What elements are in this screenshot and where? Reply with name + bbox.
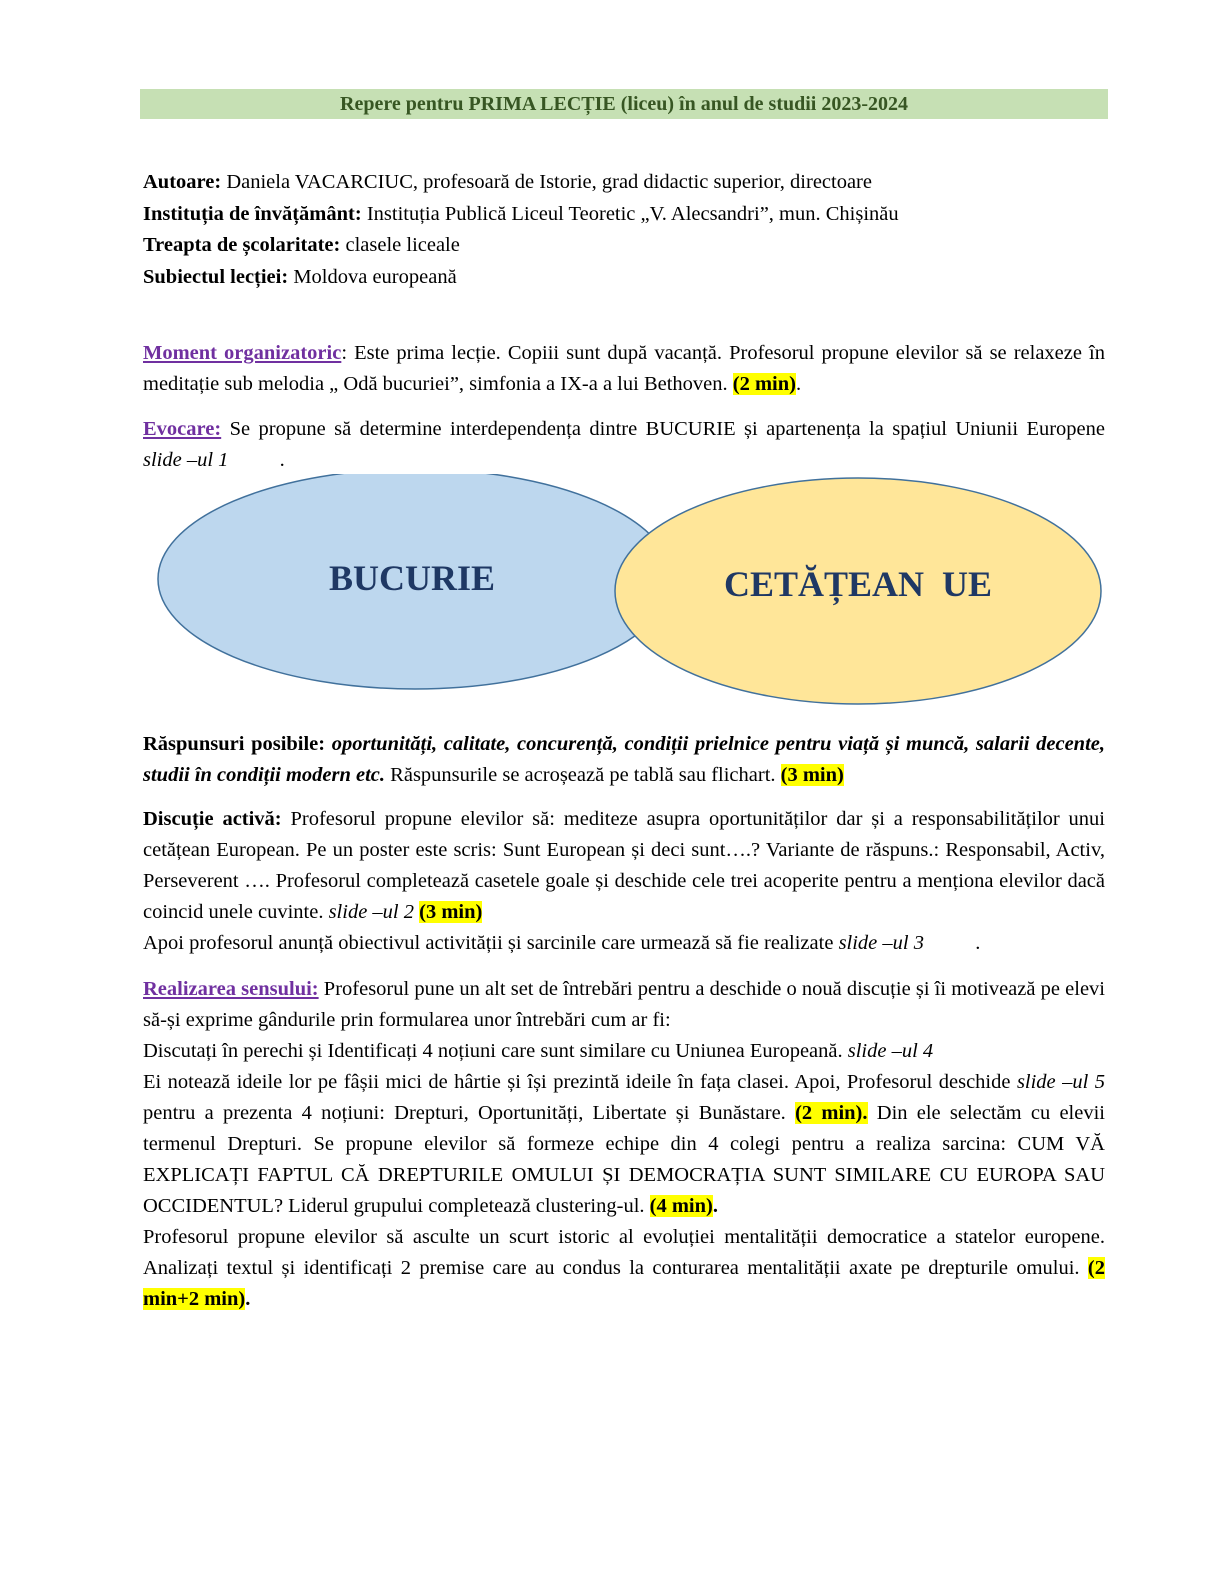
discutie-label: Discuție activă:: [143, 808, 282, 830]
realizare-pairs: [143, 1036, 1105, 1067]
time-badge: (3 min): [419, 901, 483, 923]
time-badge: (3 min): [780, 764, 844, 786]
realizare-text3: Ei notează ideile lor pe fâșii mici de hârtie și își prezintă ideile în fața clasei. Apoi, Profesorul deschide: [143, 1071, 1017, 1093]
time-badge: (2 min): [732, 373, 796, 395]
section-moment: [143, 338, 1105, 400]
realizare-heading[interactable]: Realizarea sensului:: [143, 978, 319, 1000]
discutie-end: .: [923, 932, 981, 954]
realizare-intro: [143, 974, 1105, 1036]
slide-reference: slide –ul 1: [143, 449, 229, 471]
time-badge: (2 min+2 min): [143, 1257, 1105, 1310]
meta-institution: [143, 199, 899, 231]
bucurie-label: BUCURIE: [328, 558, 496, 598]
section-evocare: [143, 414, 1111, 476]
moment-paragraph: [143, 338, 1105, 400]
realizare-history: [143, 1222, 1105, 1315]
time-badge: (2 min).: [795, 1102, 868, 1124]
meta-label: Instituția de învățământ:: [143, 202, 362, 225]
section-discutie: [143, 804, 1105, 959]
realizare-text4: pentru a prezenta 4 noțiuni: Drepturi, Oportunități, Libertate și Bunăstare.: [143, 1102, 796, 1124]
title-banner: [140, 89, 1108, 119]
discutie-paragraph: [143, 804, 1105, 928]
slide-reference: slide –ul 3: [838, 932, 924, 954]
slide-reference: slide –ul 4: [847, 1040, 934, 1062]
meta-value: Daniela VACARCIUC, profesoară de Istorie, grad didactic superior, directoare: [221, 171, 872, 193]
raspunsuri-text: Răspunsurile se acroșează pe tablă sau flichart.: [385, 764, 781, 786]
discutie-text: Profesorul propune elevilor să: mediteze asupra oportunităților dar și a responsabilităților unui cetățean European. Pe un poster este scris: Sunt European și deci sunt….? Variante de răspuns.: Responsabil, Activ, Perseverent …. Profesorul completează casetele goale și deschide cele trei acoperite pentru a menționa elevilor dacă coincid unele cuvinte.: [143, 808, 1105, 923]
document-title: Repere pentru PRIMA LECȚIE (liceu) în anul de studii 2023-2024: [340, 93, 908, 115]
moment-heading[interactable]: Moment organizatoric: [143, 342, 342, 364]
evocare-paragraph: [143, 414, 1111, 476]
meta-subject: [143, 262, 899, 294]
raspunsuri-answers: oportunități, calitate, concurență, condiții prielnice pentru viață și muncă, salarii decente, studii în condiții modern etc.: [143, 733, 1105, 786]
realizare-text2: Discutați în perechi și Identificați 4 noțiuni care sunt similare cu Uniunea Europeană.: [143, 1040, 848, 1062]
meta-author: [143, 167, 899, 199]
venn-diagram: [155, 474, 1105, 709]
evocare-heading[interactable]: Evocare:: [143, 418, 222, 440]
slide-reference: slide –ul 2: [328, 901, 414, 923]
cetatean-label: CETĂȚEAN UE: [723, 564, 993, 604]
realizare-text6: Profesorul propune elevilor să asculte un scurt istoric al evoluției mentalității democratice a statelor europene. Analizați textul și identificați 2 premise care au condus la conturarea mentalității axate pe drepturile omului.: [143, 1226, 1105, 1279]
section-realizare: [143, 974, 1105, 1315]
section-raspunsuri: [143, 729, 1105, 791]
evocare-end: .: [228, 449, 285, 471]
meta-label: Subiectul lecției:: [143, 265, 289, 288]
lesson-metadata: [143, 167, 899, 293]
meta-value: clasele liceale: [340, 234, 460, 256]
evocare-text: Se propune să determine interdependența dintre BUCURIE și apartenența la spațiul Uniunii Europene: [221, 418, 1111, 440]
realizare-end3: .: [245, 1288, 251, 1310]
time-badge: (4 min): [649, 1195, 713, 1217]
realizare-text1: Profesorul pune un alt set de întrebări pentru a deschide o nouă discuție și îi motivează pe elevi să-și exprime gândurile prin formularea unor întrebări cum ar fi:: [143, 978, 1105, 1031]
moment-text: : Este prima lecție. Copiii sunt după vacanță. Profesorul propune elevilor să se relaxeze în meditație sub melodia „ Odă bucuriei”, simfonia a IX-a a lui Bethoven.: [143, 342, 1105, 395]
venn-svg: [155, 474, 1105, 709]
raspunsuri-paragraph: [143, 729, 1105, 791]
moment-end: .: [795, 373, 802, 395]
slide-reference: slide –ul 5: [1016, 1071, 1106, 1093]
discutie-followup: [143, 928, 1105, 959]
meta-label: Autoare:: [143, 171, 222, 193]
realizare-text5: Din ele selectăm cu elevii termenul Drepturi. Se propune elevilor să formeze echipe din 4 colegi pentru a realiza sarcina: CUM VĂ EXPLICAȚI FAPTUL CĂ DREPTURILE OMULUI ȘI DEMOCRAȚIA SUNT SIMILARE CU EUROPA SAU OCCIDENTUL? Liderul grupului completează clustering-ul.: [143, 1102, 1105, 1217]
realizare-end2: .: [712, 1195, 718, 1217]
realizare-notions: [143, 1067, 1105, 1222]
meta-value: Moldova europeană: [288, 265, 457, 288]
meta-level: [143, 230, 899, 262]
meta-label: Treapta de școlaritate:: [143, 234, 341, 256]
raspunsuri-label: Răspunsuri posibile:: [143, 733, 326, 755]
discutie-text2: Apoi profesorul anunță obiectivul activității și sarcinile care urmează să fie realizate: [143, 932, 839, 954]
meta-value: Instituția Publică Liceul Teoretic „V. Alecsandri”, mun. Chișinău: [361, 202, 899, 225]
